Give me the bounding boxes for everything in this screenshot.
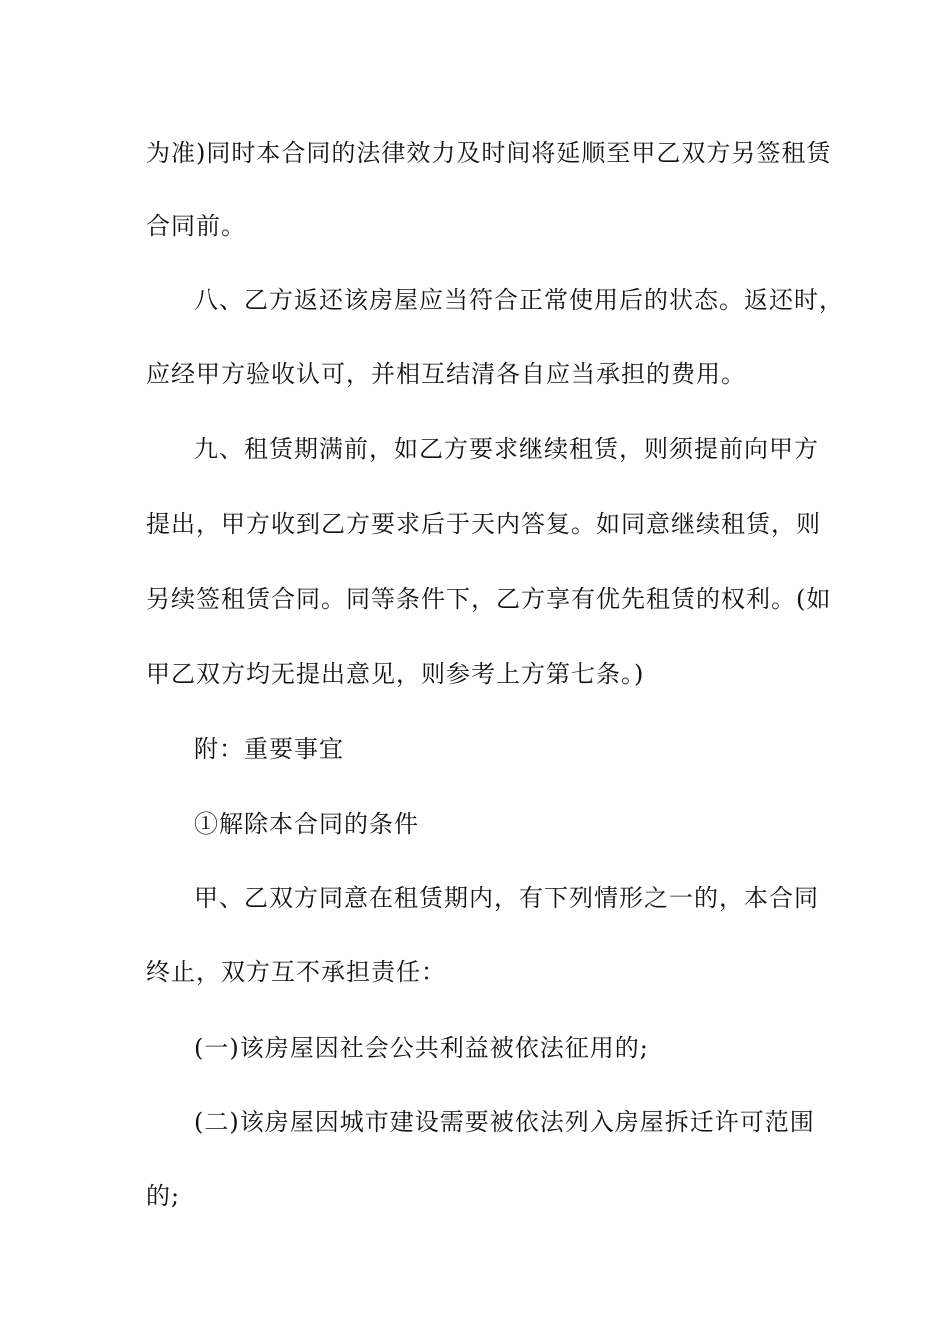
section-heading: 附：重要事宜 <box>194 735 344 763</box>
text-line: 的; <box>146 1182 181 1210</box>
text-line: 为准)同时本合同的法律效力及时间将延顺至甲乙双方另签租赁 <box>146 139 832 167</box>
list-item: (一)该房屋因社会公共利益被依法征用的; <box>194 1034 649 1062</box>
text-line: 合同前。 <box>146 212 246 240</box>
text-line: 提出，甲方收到乙方要求后于天内答复。如同意继续租赁，则 <box>146 510 821 538</box>
subsection-heading: ①解除本合同的条件 <box>194 810 419 838</box>
list-item: (二)该房屋因城市建设需要被依法列入房屋拆迁许可范围 <box>194 1108 815 1136</box>
text-line: 甲、乙双方同意在租赁期内，有下列情形之一的，本合同 <box>194 884 819 912</box>
text-line: 八、乙方返还该房屋应当符合正常使用后的状态。返还时， <box>194 286 844 314</box>
text-line: 九、租赁期满前，如乙方要求继续租赁，则须提前向甲方 <box>194 435 819 463</box>
text-line: 应经甲方验收认可，并相互结清各自应当承担的费用。 <box>146 360 746 388</box>
text-line: 甲乙双方均无提出意见，则参考上方第七条。) <box>146 660 645 688</box>
text-line: 终止，双方互不承担责任： <box>146 958 446 986</box>
text-line: 另续签租赁合同。同等条件下，乙方享有优先租赁的权利。(如 <box>146 585 832 613</box>
